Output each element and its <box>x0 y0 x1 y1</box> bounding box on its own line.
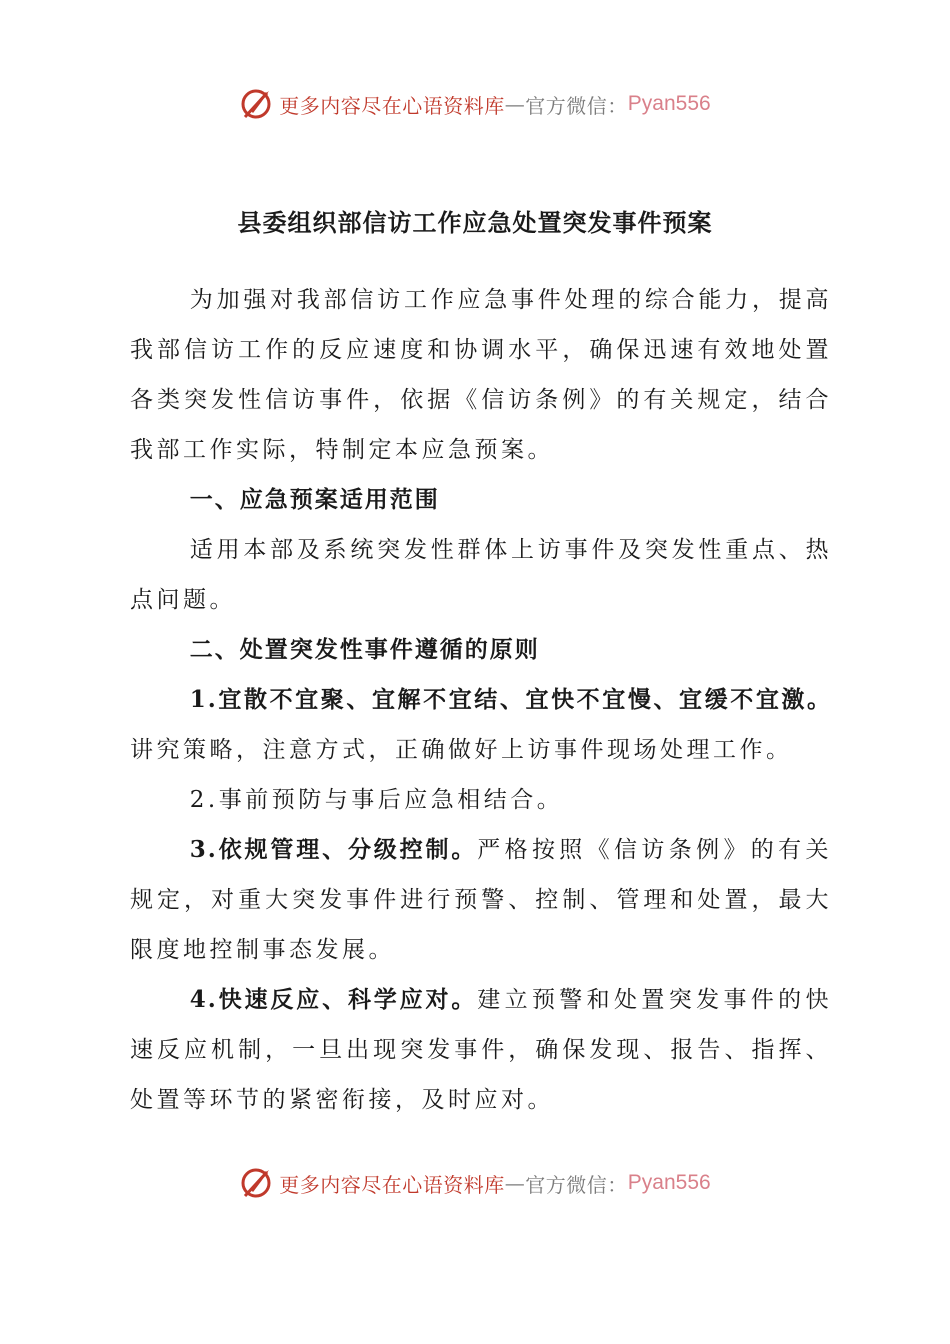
quill-logo-icon <box>239 87 273 121</box>
item3-bold: 3.依规管理、分级控制。 <box>189 836 478 863</box>
item1-paragraph <box>130 675 832 775</box>
brand-text: 更多内容尽在心语资料库 <box>279 93 505 118</box>
document-title: 县委组织部信访工作应急处置突发事件预案 <box>237 208 713 237</box>
banner-separator: — <box>504 92 526 116</box>
header-banner <box>0 84 950 124</box>
section1-heading: 一、应急预案适用范围 <box>189 486 440 513</box>
brand-text: 更多内容尽在心语资料库 <box>279 1172 505 1197</box>
item3-text: 严格按照《信访条例》的有关规定，对重大突发事件进行预警、控制、管理和处置，最大限度地控制事态发展。 <box>130 837 833 963</box>
intro-paragraph: 为加强对我部信访工作应急事件处理的综合能力，提高我部信访工作的反应速度和协调水平，确保迅速有效地处置各类突发性信访事件，依据《信访条例》的有关规定，结合我部工作实际，特制定本应急预案。 <box>130 287 832 463</box>
wechat-id: Pyan556 <box>627 92 711 115</box>
item2-paragraph: 2.事前预防与事后应急相结合。 <box>189 787 564 813</box>
wechat-id: Pyan556 <box>627 1171 711 1194</box>
quill-logo-icon <box>239 1166 273 1200</box>
item1-bold: 1.宜散不宜聚、宜解不宜结、宜快不宜慢、宜缓不宜激。 <box>189 686 832 713</box>
section1-paragraph: 适用本部及系统突发性群体上访事件及突发性重点、热点问题。 <box>130 537 832 613</box>
item4-paragraph <box>130 975 832 1125</box>
item4-text: 建立预警和处置突发事件的快速反应机制，一旦出现突发事件，确保发现、报告、指挥、处置等环节的紧密衔接，及时应对。 <box>130 987 833 1113</box>
official-wechat-label: 官方微信： <box>525 93 628 118</box>
item3-paragraph <box>130 825 832 975</box>
footer-banner <box>0 1163 950 1203</box>
document-body <box>130 275 832 1125</box>
item4-bold: 4.快速反应、科学应对。 <box>189 986 478 1013</box>
section2-heading: 二、处置突发性事件遵循的原则 <box>189 636 540 663</box>
banner-separator: — <box>504 1171 526 1195</box>
item1-text: 讲究策略，注意方式，正确做好上访事件现场处理工作。 <box>130 737 793 763</box>
official-wechat-label: 官方微信： <box>525 1172 628 1197</box>
